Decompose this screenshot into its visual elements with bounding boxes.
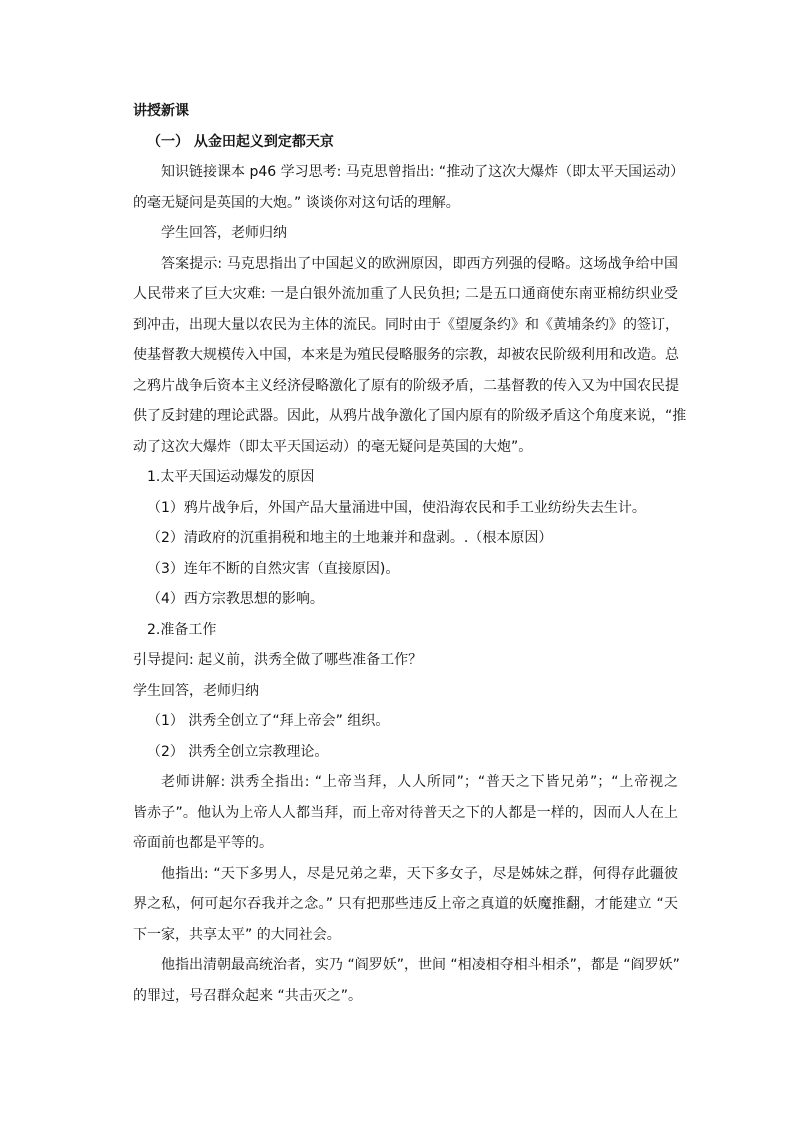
section-title: （一） 从金田起义到定都天京 bbox=[147, 133, 334, 150]
paragraph-line: 的罪过，号召群众起来 “共击灭之”。 bbox=[133, 987, 362, 1004]
lesson-heading: 讲授新课 bbox=[133, 103, 189, 119]
paragraph-line: 答案提示: 马克思指出了中国起义的欧洲原因，即西方列强的侵略。这场战争给中国 bbox=[161, 255, 678, 272]
list-item: （2）清政府的沉重捐税和地主的土地兼并和盘剥。.（根本原因） bbox=[147, 530, 553, 546]
paragraph-line: 帝面前也都是平等的。 bbox=[133, 835, 273, 851]
list-item: （2） 洪秀全创立宗教理论。 bbox=[147, 743, 329, 760]
paragraph-line: 供了反封建的理论武器。因此，从鸦片战争激化了国内原有的阶级矛盾这个角度来说，“推 bbox=[133, 408, 687, 424]
paragraph-line: 学生回答，老师归纳 bbox=[161, 225, 287, 241]
paragraph-line: 之鸦片战争后资本主义经济侵略激化了原有的阶级矛盾，二基督教的传入又为中国农民提 bbox=[133, 377, 679, 394]
paragraph-line: 动了这次大爆炸（即太平天国运动）的毫无疑问是英国的大炮”。 bbox=[133, 438, 533, 455]
document-body bbox=[133, 96, 687, 1011]
paragraph-line: 引导提问: 起义前，洪秀全做了哪些准备工作？ bbox=[133, 652, 423, 668]
list-item: （4）西方宗教思想的影响。 bbox=[147, 591, 324, 607]
paragraph-line: 下一家，共享太平” 的大同社会。 bbox=[133, 926, 341, 943]
paragraph-line: 知识链接课本 p46 学习思考: 马克思曾指出: “推动了这次大爆炸（即太平天国运动） bbox=[161, 164, 685, 180]
list-title: 2.准备工作 bbox=[147, 621, 217, 638]
paragraph-line: 人民带来了巨大灾难: 一是白银外流加重了人民负担; 二是五口通商使东南亚棉纺织业受 bbox=[133, 286, 678, 302]
paragraph-line: 他指出清朝最高统治者，实乃 “阎罗妖”，世间 “相凌相夺相斗相杀”，都是 “阎罗妖” bbox=[161, 957, 680, 973]
paragraph-line: 的毫无疑问是英国的大炮。” 谈谈你对这句话的理解。 bbox=[133, 194, 460, 211]
list-item: （1） 洪秀全创立了“拜上帝会” 组织。 bbox=[147, 713, 390, 729]
paragraph-line: 皆赤子”。他认为上帝人人都当拜，而上帝对待普天之下的人都是一样的，因而人人在上 bbox=[133, 804, 678, 821]
paragraph-line: 到冲击，出现大量以农民为主体的流民。同时由于《望厦条约》和《黄埔条约》的签订， bbox=[133, 316, 679, 333]
paragraph-line: 老师讲解: 洪秀全指出: “上帝当拜，人人所同”；“普天之下皆兄弟”；“上帝视之 bbox=[161, 774, 678, 790]
paragraph-line: 使基督教大规模传入中国，本来是为殖民侵略服务的宗教，却被农民阶级利用和改造。总 bbox=[133, 347, 679, 363]
list-title: 1.太平天国运动爆发的原因 bbox=[147, 469, 315, 485]
paragraph-line: 他指出: “天下多男人，尽是兄弟之辈，天下多女子，尽是姊妹之群，何得存此疆彼 bbox=[161, 865, 678, 882]
paragraph-line: 学生回答，老师归纳 bbox=[133, 682, 259, 699]
list-item: （1）鸦片战争后，外国产品大量涌进中国，使沿海农民和手工业纺纷失去生计。 bbox=[147, 499, 646, 516]
paragraph-line: 界之私，何可起尔吞我并之念。” 只有把那些违反上帝之真道的妖魔推翻，才能建立 “天 bbox=[133, 896, 678, 912]
list-item: （3）连年不断的自然灾害（直接原因)。 bbox=[147, 560, 400, 577]
